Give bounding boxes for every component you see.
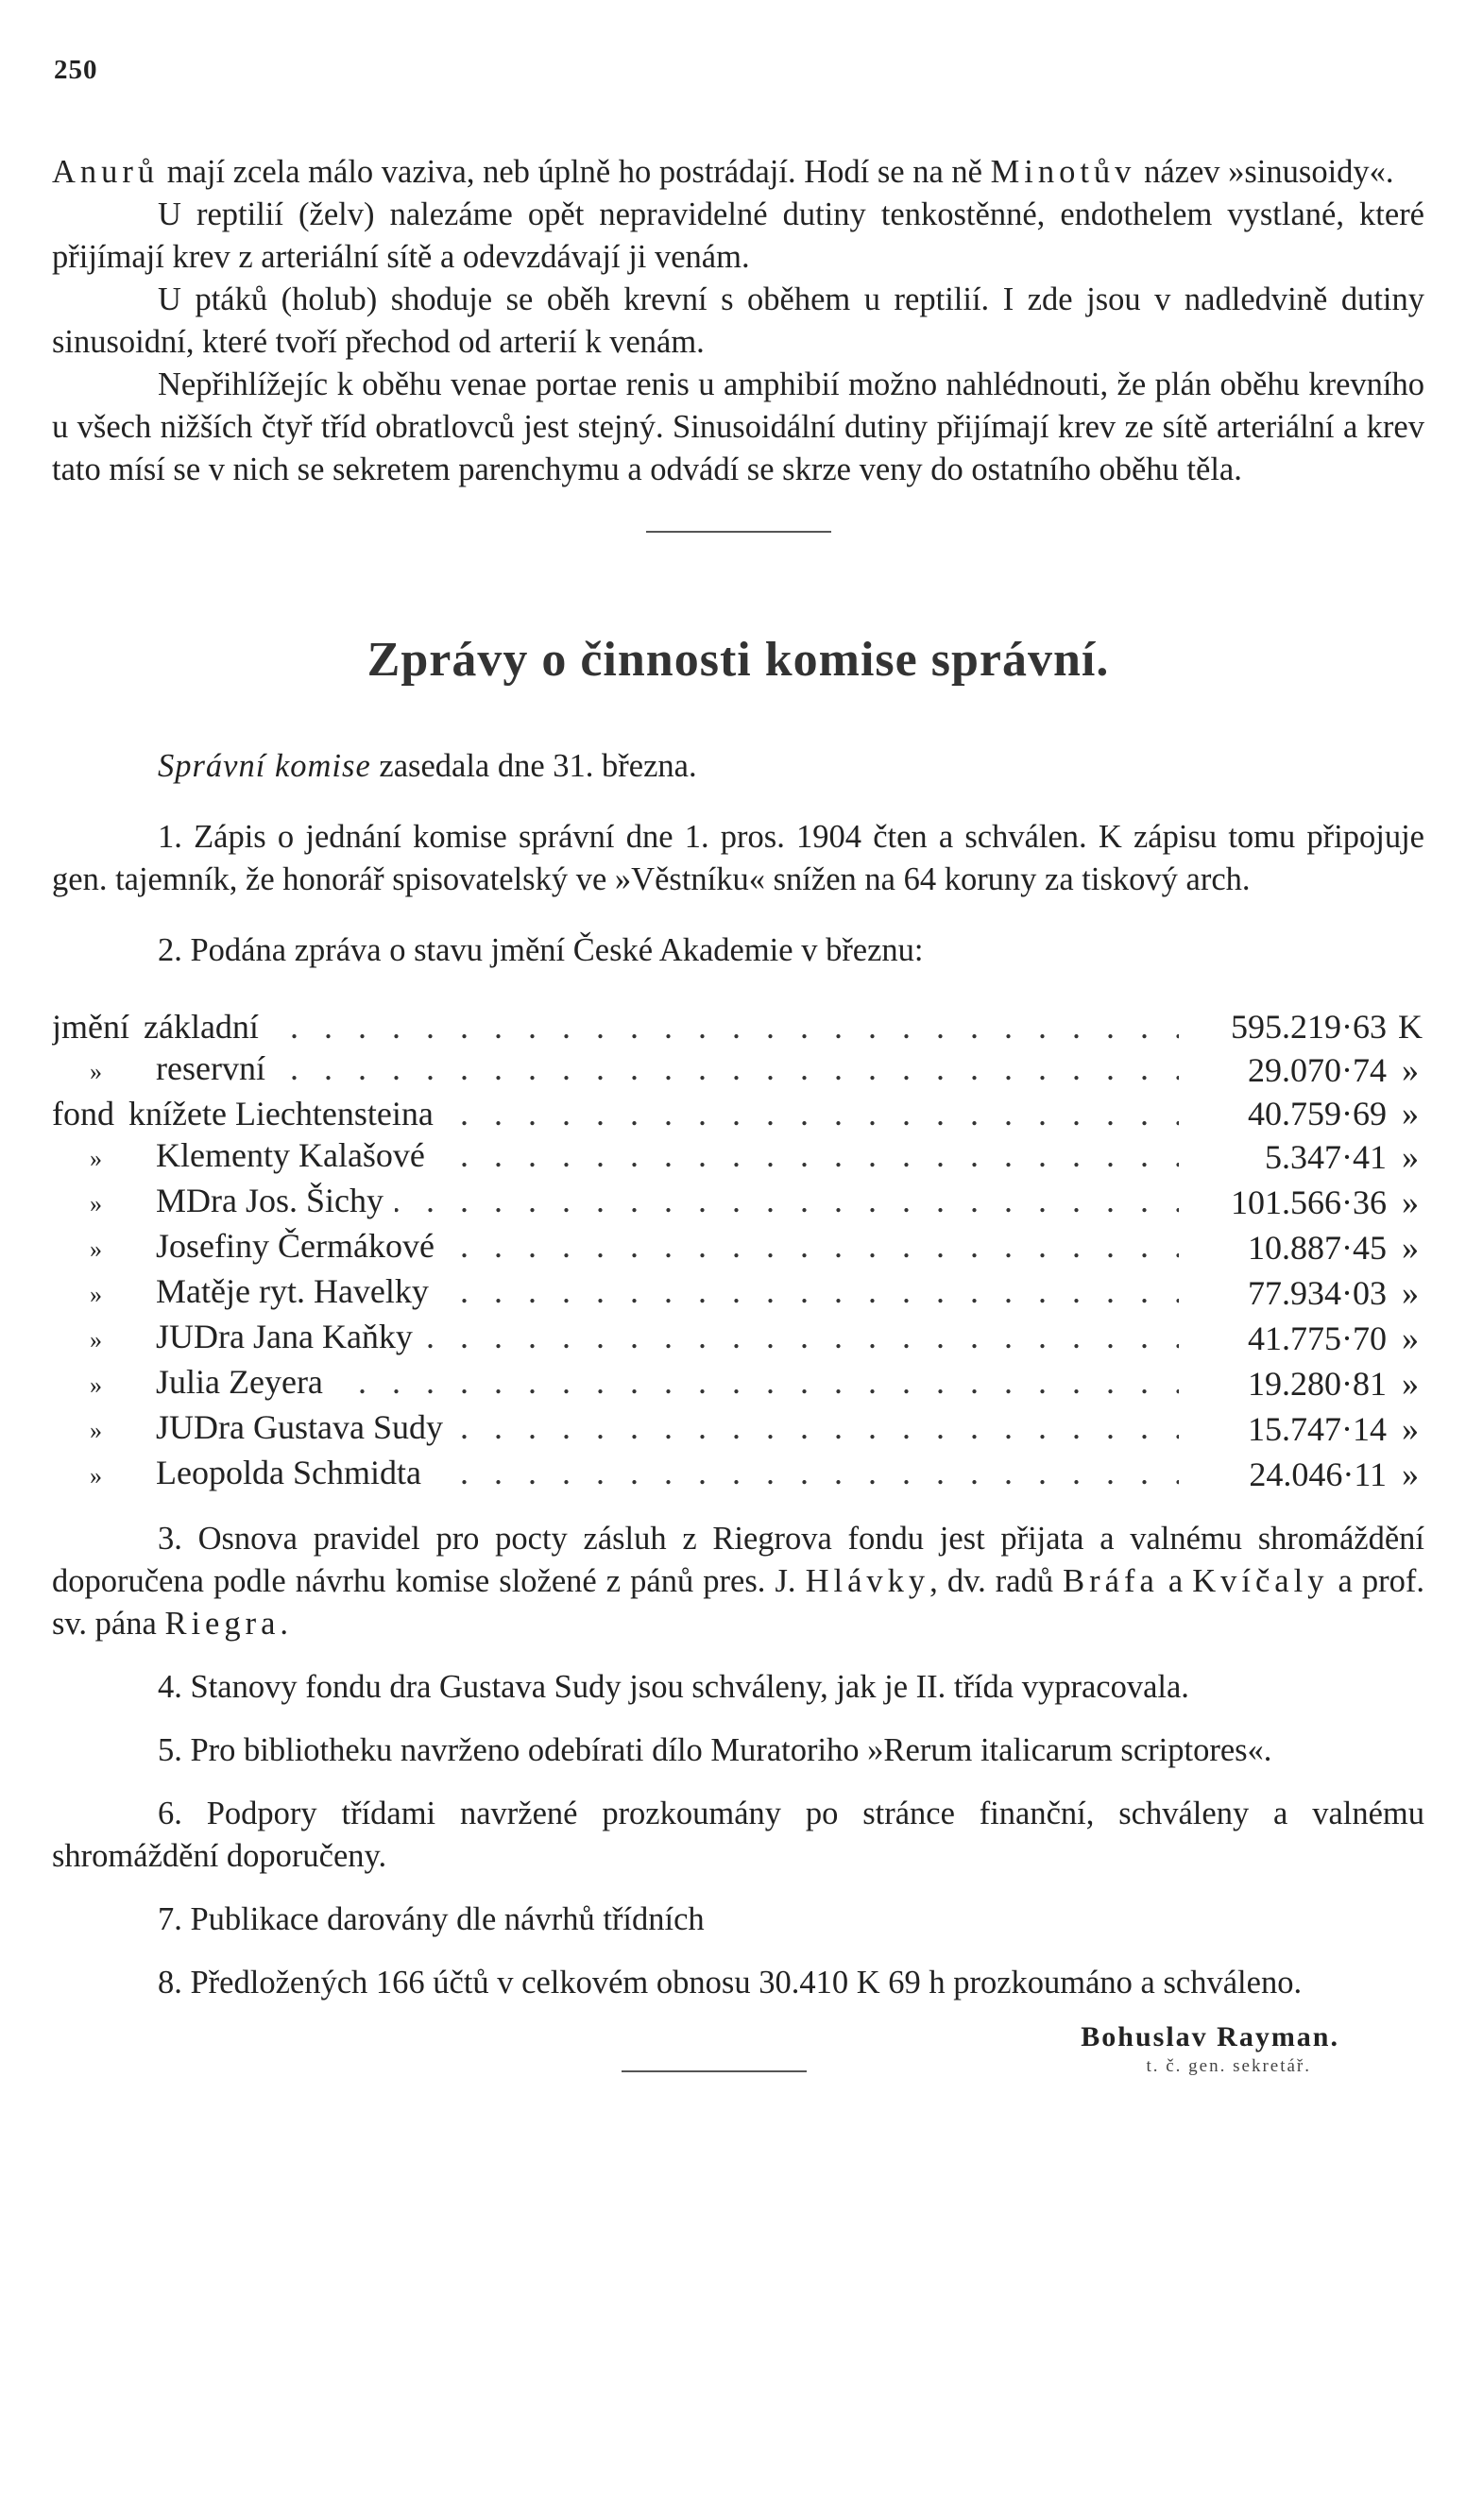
fund-amount: 40.759·69: [1248, 1095, 1387, 1132]
fund-prefix: »: [52, 1274, 156, 1316]
fund-name-cell: [52, 1270, 1179, 1316]
fund-label: [52, 1318, 424, 1355]
fund-prefix: jmění: [52, 1008, 135, 1046]
fund-prefix: fond: [52, 1095, 120, 1132]
fund-name-cell: [52, 1134, 1179, 1180]
fund-name-cell: [52, 1361, 1179, 1406]
fund-label: [52, 1363, 334, 1401]
fund-label: [52, 1049, 277, 1087]
fund-label: [52, 1227, 446, 1265]
fund-label: [52, 1408, 454, 1446]
fund-row: [52, 1225, 1424, 1270]
fund-row: [52, 1006, 1424, 1047]
fund-label: [52, 1454, 433, 1491]
fund-name-cell: [52, 1452, 1179, 1497]
item-2: 2. Podána zpráva o stavu jmění České Akademie v březnu:: [158, 932, 924, 968]
item-3-text-d: a prof. sv. pána: [52, 1563, 1424, 1642]
item-3-text-c: a: [1158, 1563, 1193, 1599]
divider-top: [646, 531, 831, 533]
paragraph-reptilia: U reptilií (želv) nalezáme opět nepravidelné dutiny tenkostěnné, endothelem vystlané, které přijímají krev z arteriální sítě a odevzdávají ji venám.: [52, 196, 1424, 275]
fund-name: Josefiny Čermákové: [156, 1227, 440, 1265]
fund-prefix: »: [52, 1138, 156, 1180]
name-kvicala: Kvíčaly: [1192, 1563, 1329, 1599]
fund-amount: 10.887·45: [1248, 1229, 1387, 1267]
fund-name-cell: [52, 1047, 1179, 1093]
fund-prefix: »: [52, 1051, 156, 1093]
fund-name-cell: [52, 1093, 1179, 1134]
item-3-text-a: 3. Osnova pravidel pro pocty zásluh z Riegrova fondu jest přijata a valnému shromáždění doporučena podle návrhu komise složené z pánů pres. J.: [52, 1521, 1424, 1599]
name-brafa: Bráfa: [1063, 1563, 1159, 1599]
fund-name-cell: [52, 1006, 1179, 1047]
fund-unit: »: [1402, 1410, 1419, 1448]
fund-unit: »: [1402, 1051, 1419, 1089]
page-body: [52, 151, 1424, 2076]
fund-row: [52, 1452, 1424, 1497]
fund-row: [52, 1047, 1424, 1093]
fund-name: Leopolda Schmidta: [156, 1454, 427, 1491]
fund-prefix: »: [52, 1320, 156, 1361]
fund-name: Klementy Kalašové: [156, 1136, 431, 1174]
fund-row: [52, 1316, 1424, 1361]
fund-amount: 5.347·41: [1265, 1138, 1387, 1176]
signature-title: t. č. gen. sekretář.: [1146, 2056, 1311, 2076]
fund-amount: 101.566·36: [1231, 1183, 1387, 1221]
fund-name: JUDra Gustava Sudy: [156, 1408, 449, 1446]
fund-name: MDra Jos. Šichy: [156, 1182, 389, 1219]
fund-unit: »: [1402, 1274, 1419, 1312]
fund-unit: K: [1398, 1008, 1423, 1046]
fund-amount: 24.046·11: [1249, 1456, 1387, 1493]
fund-unit: »: [1402, 1456, 1419, 1493]
paragraph-conclusion: Nepřihlížejíc k oběhu venae portae renis u amphibií možno nahlédnouti, že plán oběhu krevního u všech nižších čtyř tříd obratlovců jest stejný. Sinusoidální dutiny přijímají krev ze sítě arteriální a krev tato mísí se v nich se sekretem parenchymu a odvádí se skrze veny do ostatního oběhu těla.: [52, 366, 1424, 487]
item-6: 6. Podpory třídami navržené prozkoumány po stránce finanční, schváleny a valnému shromáždění doporučeny.: [52, 1796, 1424, 1874]
item-5: 5. Pro bibliotheku navrženo odebírati dílo Muratoriho »Rerum italicarum scriptores«.: [158, 1732, 1272, 1768]
fund-prefix: »: [52, 1456, 156, 1497]
fund-prefix: »: [52, 1365, 156, 1406]
fund-name-cell: [52, 1406, 1179, 1452]
section-title: Zprávy o činnosti komise správní.: [366, 633, 1110, 687]
fund-amount: 15.747·14: [1248, 1410, 1387, 1448]
name-riegra: Riegra: [164, 1606, 281, 1642]
fund-name: reservní: [156, 1049, 271, 1087]
fund-name: Matěje ryt. Havelky: [156, 1272, 435, 1310]
item-8: 8. Předložených 166 účtů v celkovém obnosu 30.410 K 69 h prozkoumáno a schváleno.: [158, 1965, 1303, 2001]
paragraph-anura: [52, 151, 1424, 194]
item-4: 4. Stanovy fondu dra Gustava Sudy jsou schváleny, jak je II. třída vypracovala.: [158, 1669, 1189, 1705]
page-number: 250: [54, 55, 98, 85]
fund-name: knížete Liechtensteina: [128, 1095, 439, 1132]
fund-prefix: »: [52, 1410, 156, 1452]
fund-row: [52, 1361, 1424, 1406]
fund-table: [52, 1006, 1424, 1497]
signature-name: Bohuslav Rayman.: [1081, 2021, 1339, 2052]
session-lead: [52, 745, 1424, 788]
name-hlavka: Hlávky: [805, 1563, 930, 1599]
fund-unit: »: [1402, 1229, 1419, 1267]
term-anura: Anurů: [52, 154, 160, 190]
fund-row: [52, 1180, 1424, 1225]
paragraph-birds: U ptáků (holub) shoduje se oběh krevní s oběhem u reptilií. I zde jsou v nadledvině dutiny sinusoidní, které tvoří přechod od arterií k venám.: [52, 281, 1424, 360]
fund-unit: »: [1402, 1183, 1419, 1221]
fund-unit: »: [1402, 1365, 1419, 1403]
fund-name: JUDra Jana Kaňky: [156, 1318, 418, 1355]
fund-label: [52, 1272, 440, 1310]
paragraph-anura-text: mají zcela málo vaziva, neb úplně ho postrádají. Hodí se na ně: [159, 154, 991, 190]
fund-unit: »: [1402, 1138, 1419, 1176]
fund-label: [52, 1095, 445, 1132]
session-lead-text: zasedala dne 31. března.: [370, 748, 697, 784]
fund-amount: 595.219·63: [1231, 1008, 1387, 1046]
fund-row: [52, 1270, 1424, 1316]
session-lead-italic: Správní komise: [158, 748, 371, 784]
fund-amount: 19.280·81: [1248, 1365, 1387, 1403]
fund-row: [52, 1134, 1424, 1180]
fund-prefix: »: [52, 1183, 156, 1225]
fund-row: [52, 1406, 1424, 1452]
fund-name-cell: [52, 1225, 1179, 1270]
fund-name-cell: [52, 1316, 1179, 1361]
fund-name: Julia Zeyera: [156, 1363, 329, 1401]
fund-amount: 41.775·70: [1248, 1320, 1387, 1357]
fund-name: základní: [144, 1008, 264, 1046]
fund-prefix: »: [52, 1229, 156, 1270]
fund-name-cell: [52, 1180, 1179, 1225]
item-3-text-e: .: [280, 1606, 289, 1642]
paragraph-anura-tail: název »sinusoidy«.: [1135, 154, 1394, 190]
divider-bottom: [622, 2070, 807, 2072]
term-minot: Minotův: [990, 154, 1136, 190]
fund-unit: »: [1402, 1095, 1419, 1132]
fund-row: [52, 1093, 1424, 1134]
item-1: 1. Zápis o jednání komise správní dne 1. pros. 1904 čten a schválen. K zápisu tomu připojuje gen. tajemník, že honorář spisovatelský ve »Věstníku« snížen na 64 koruny za tiskový arch.: [52, 819, 1424, 897]
fund-amount: 29.070·74: [1248, 1051, 1387, 1089]
item-7: 7. Publikace darovány dle návrhů třídních: [158, 1901, 705, 1937]
fund-label: [52, 1136, 436, 1174]
item-3-text-b: , dv. radů: [929, 1563, 1064, 1599]
item-3: [52, 1518, 1424, 1645]
fund-label: [52, 1182, 395, 1219]
fund-label: [52, 1008, 270, 1046]
fund-amount: 77.934·03: [1248, 1274, 1387, 1312]
fund-unit: »: [1402, 1320, 1419, 1357]
